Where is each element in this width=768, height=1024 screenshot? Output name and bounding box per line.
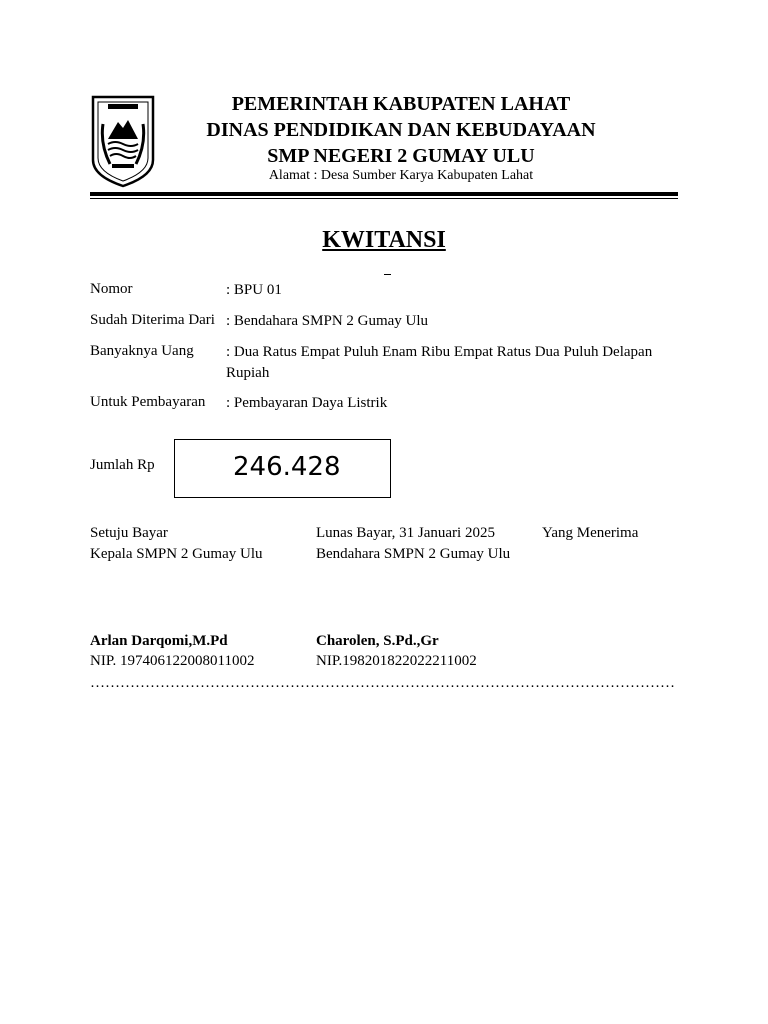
field-value-amount-words: : Dua Ratus Empat Puluh Enam Ribu Empat Ratus Dua Puluh Delapan Rupiah [226, 344, 653, 381]
amount-label: Jumlah Rp [90, 457, 155, 473]
field-label-received-from: Sudah Diterima Dari [90, 312, 215, 328]
header-department: DINAS PENDIDIKAN DAN KEBUDAYAAN [206, 119, 596, 141]
sig-left-name: Arlan Darqomi,M.Pd [90, 633, 228, 649]
header-school: SMP NEGERI 2 GUMAY ULU [267, 145, 535, 167]
title-underline-mark [384, 274, 391, 275]
amount-box [174, 439, 391, 498]
sig-middle-line1: Lunas Bayar, 31 Januari 2025 [316, 525, 495, 541]
header-divider-thick [90, 192, 678, 196]
sig-middle-name: Charolen, S.Pd.,Gr [316, 633, 439, 649]
field-value-nomor: : BPU 01 [226, 282, 282, 298]
sig-left-nip: NIP. 197406122008011002 [90, 653, 255, 669]
field-label-amount-words: Banyaknya Uang [90, 343, 194, 359]
header-government: PEMERINTAH KABUPATEN LAHAT [231, 93, 571, 115]
field-label-purpose: Untuk Pembayaran [90, 394, 206, 410]
field-value-received-from: : Bendahara SMPN 2 Gumay Ulu [226, 313, 429, 329]
document-title: KWITANSI [322, 227, 446, 253]
sig-right-line1: Yang Menerima [542, 525, 639, 541]
field-label-nomor: Nomor [90, 281, 133, 297]
sig-middle-nip: NIP.198201822022211002 [316, 653, 477, 669]
sig-left-line2: Kepala SMPN 2 Gumay Ulu [90, 546, 263, 562]
field-value-purpose: : Pembayaran Daya Listrik [226, 395, 388, 411]
amount-value: 246.428 [233, 452, 341, 482]
regency-emblem-icon [90, 94, 156, 188]
header-address: Alamat : Desa Sumber Karya Kabupaten Lahat [268, 168, 534, 183]
header-divider-thin [90, 198, 678, 199]
sig-left-line1: Setuju Bayar [90, 525, 168, 541]
dotted-separator: ……………………………………………………………………………………………………… [90, 675, 675, 691]
sig-middle-line2: Bendahara SMPN 2 Gumay Ulu [316, 546, 511, 562]
